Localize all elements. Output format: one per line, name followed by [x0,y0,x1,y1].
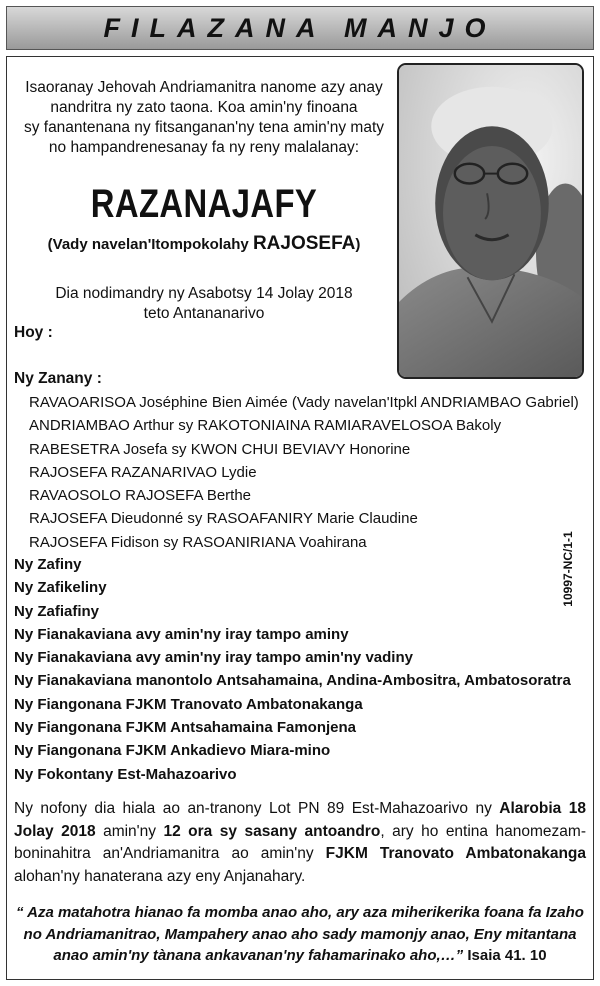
funeral-text-2: amin'ny [95,822,164,840]
funeral-time: 12 ora sy sasany antoandro [163,822,381,840]
intro-line: sy fanantenana ny fitsanganan'ny tena amin'ny maty [23,119,385,136]
intro-line: no hampandrenesanay fa ny reny malalanay: [48,139,360,156]
funeral-info [14,798,586,888]
widow-prefix: (Vady navelan'Itompokolahy [47,236,253,253]
husband-name: RAJOSEFA [252,233,356,254]
relatives-list [14,553,571,786]
widow-of-line [14,232,394,257]
funeral-text-1: Ny nofony dia hiala ao an-tranony Lot PN 89 Est-Mahazoarivo ny [14,800,500,817]
portrait-photo-icon [399,65,582,377]
hoy-label: Hoy : [14,324,53,341]
list-item: Ny Fianakaviana avy amin'ny iray tampo aminy [14,625,349,643]
funeral-date: Alarobia 18 Jolay 2018 [14,800,586,840]
list-item: RAJOSEFA Dieudonné sy RASOAFANIRY Marie Claudine [29,510,418,528]
deceased-name: RAZANAJAFY [90,182,318,226]
list-item: RAJOSEFA Fidison sy RASOANIRIANA Voahirana [29,533,367,551]
reference-code: 10997-NC/1-1 [561,531,575,607]
list-item: Ny Fianakaviana manontolo Antsahamaina, Andina-Ambositra, Ambatosoratra [14,672,571,690]
header-banner [6,6,594,50]
children-heading: Ny Zanany : [14,370,102,387]
quote-text: “ Aza matahotra hianao fa momba anao aho, ary aza miherikerika foana fa Izaho no Andriamanitrao, Mampahery anao aho sady mamonjy anao, Eny mitantana anao amin'ny tànana ankavanan'ny fahamarinako aho,…” [16,904,584,964]
list-item: Ny Fiangonana FJKM Tranovato Ambatonakanga [14,695,363,713]
intro-text [14,78,394,158]
funeral-text-3: , ary ho entina hanomezam-boninahitra an'Andriamanitra ao amin'ny [14,822,586,862]
portrait-photo [397,63,584,379]
list-item: Ny Fokontany Est-Mahazoarivo [14,765,237,783]
page-title: FILAZANA MANJO [103,12,497,43]
list-item: RAJOSEFA RAZANARIVAO Lydie [29,463,257,481]
funeral-text-4: alohan'ny hanaterana azy eny Anjanahary. [14,867,306,885]
list-item: Ny Zafiafiny [14,602,100,620]
death-date: Dia nodimandry ny Asabotsy 14 Jolay 2018 [55,285,353,302]
funeral-church: FJKM Tranovato Ambatonakanga [325,845,586,862]
widow-suffix: ) [355,236,361,253]
death-place: teto Antananarivo [143,305,265,322]
list-item: RAVAOSOLO RAJOSEFA Berthe [29,487,252,505]
children-list [29,391,579,554]
list-item: Ny Fiangonana FJKM Ankadievo Miara-mino [14,742,331,760]
intro-line: Isaoranay Jehovah Andriamanitra nanome azy anay [25,79,383,96]
list-item: Ny Fianakaviana avy amin'ny iray tampo amin'ny vadiny [14,649,413,667]
list-item: RABESETRA Josefa sy KWON CHUI BEVIAVY Honorine [29,440,411,458]
list-item: Ny Zafikeliny [14,579,107,597]
list-item: RAVAOARISOA Joséphine Bien Aimée (Vady navelan'Itpkl ANDRIAMBAO Gabriel) [29,394,579,411]
bible-quote [14,902,586,967]
list-item: Ny Fiangonana FJKM Antsahamaina Famonjena [14,719,357,737]
death-info [14,284,394,324]
intro-line: nandritra ny zato taona. Koa amin'ny finoana [50,99,358,116]
list-item: ANDRIAMBAO Arthur sy RAKOTONIAINA RAMIARAVELOSOA Bakoly [29,417,502,435]
list-item: Ny Zafiny [14,556,82,573]
quote-verse: Isaia 41. 10 [467,947,547,964]
